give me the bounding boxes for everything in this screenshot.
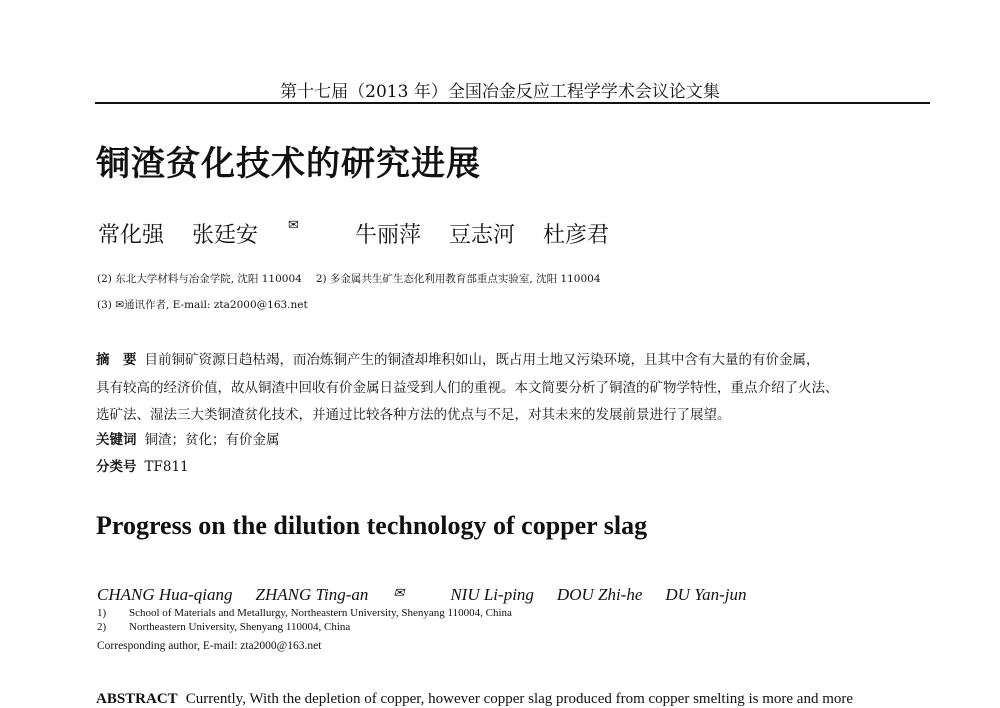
abstract-cn-line-2: 具有较高的经济价值，故从铜渣中回收有价金属日益受到人们的重视。本文简要分析了铜渣的矿物学特性，重点介绍了火法、 — [96, 380, 839, 396]
corresponding-mail-icon-en: ✉ — [393, 585, 405, 600]
abstract-en-line-1 — [96, 691, 853, 708]
keywords-cn-text: 铜渣；贫化；有价金属 — [144, 432, 280, 448]
affiliation-cn-1: (2) 东北大学材料与冶金学院, 沈阳 110004 — [97, 273, 302, 285]
running-header: 第十七届（2013 年）全国冶金反应工程学学术会议论文集 — [280, 82, 720, 102]
corresponding-en: Corresponding author, E-mail: zta2000@163.net — [97, 640, 322, 652]
paper-title-cn: 铜渣贫化技术的研究进展 — [96, 144, 481, 184]
affiliation-en-1 — [97, 607, 512, 619]
author-en-3: NIU Li-ping — [450, 585, 534, 604]
abstract-cn-label: 摘 要 — [96, 352, 137, 368]
header-rule — [95, 102, 930, 104]
keywords-cn-label: 关键词 — [96, 432, 137, 448]
author-en-4: DOU Zhi-he — [556, 585, 643, 604]
author-en-1: CHANG Hua-qiang — [97, 585, 233, 604]
authors-cn — [98, 218, 637, 249]
author-cn-4: 豆志河 — [448, 223, 515, 248]
keywords-cn — [96, 428, 280, 448]
abstract-cn-text-1: 目前铜矿资源日趋枯竭，而冶炼铜产生的铜渣却堆积如山，既占用土地又污染环境，且其中含有大量的有价金属， — [144, 352, 820, 368]
author-cn-2: 张廷安 ✉ — [192, 218, 299, 248]
affiliation-en-2-num: 2) — [97, 621, 107, 633]
classification-cn-label: 分类号 — [96, 459, 137, 475]
affiliation-en-2 — [97, 621, 350, 633]
affiliation-en-1-text: School of Materials and Metallurgy, Northeastern University, Shenyang 110004, China — [129, 607, 512, 619]
classification-cn — [96, 455, 189, 475]
abstract-cn-line-1 — [96, 348, 820, 368]
corresponding-cn: (3) ✉通讯作者, E-mail: zta2000@163.net — [97, 299, 308, 311]
affiliation-en-2-text: Northeastern University, Shenyang 110004, China — [129, 621, 351, 633]
author-en-2: ZHANG Ting-an ✉ — [255, 585, 405, 604]
paper-title-en: Progress on the dilution technology of copper slag — [96, 511, 648, 540]
author-cn-3: 牛丽萍 — [354, 223, 421, 248]
abstract-en-label: ABSTRACT — [96, 691, 178, 707]
affiliation-cn-line — [97, 271, 601, 286]
author-en-5: DU Yan-jun — [665, 585, 747, 604]
affiliation-cn-2: 2) 多金属共生矿生态化利用教育部重点实验室, 沈阳 110004 — [315, 273, 601, 285]
author-cn-1: 常化强 — [98, 223, 165, 248]
affiliation-en-1-num: 1) — [97, 607, 107, 619]
authors-en — [97, 585, 769, 605]
abstract-cn-line-3: 选矿法、湿法三大类铜渣贫化技术，并通过比较各种方法的优点与不足，对其未来的发展前景进行了展望。 — [96, 407, 731, 423]
corresponding-mail-icon: ✉ — [288, 218, 299, 233]
abstract-en-text: Currently, With the depletion of copper, however copper slag produced from copper smelting is more and more — [185, 691, 854, 707]
classification-cn-text: TF811 — [144, 459, 189, 475]
author-cn-5: 杜彦君 — [542, 223, 609, 248]
